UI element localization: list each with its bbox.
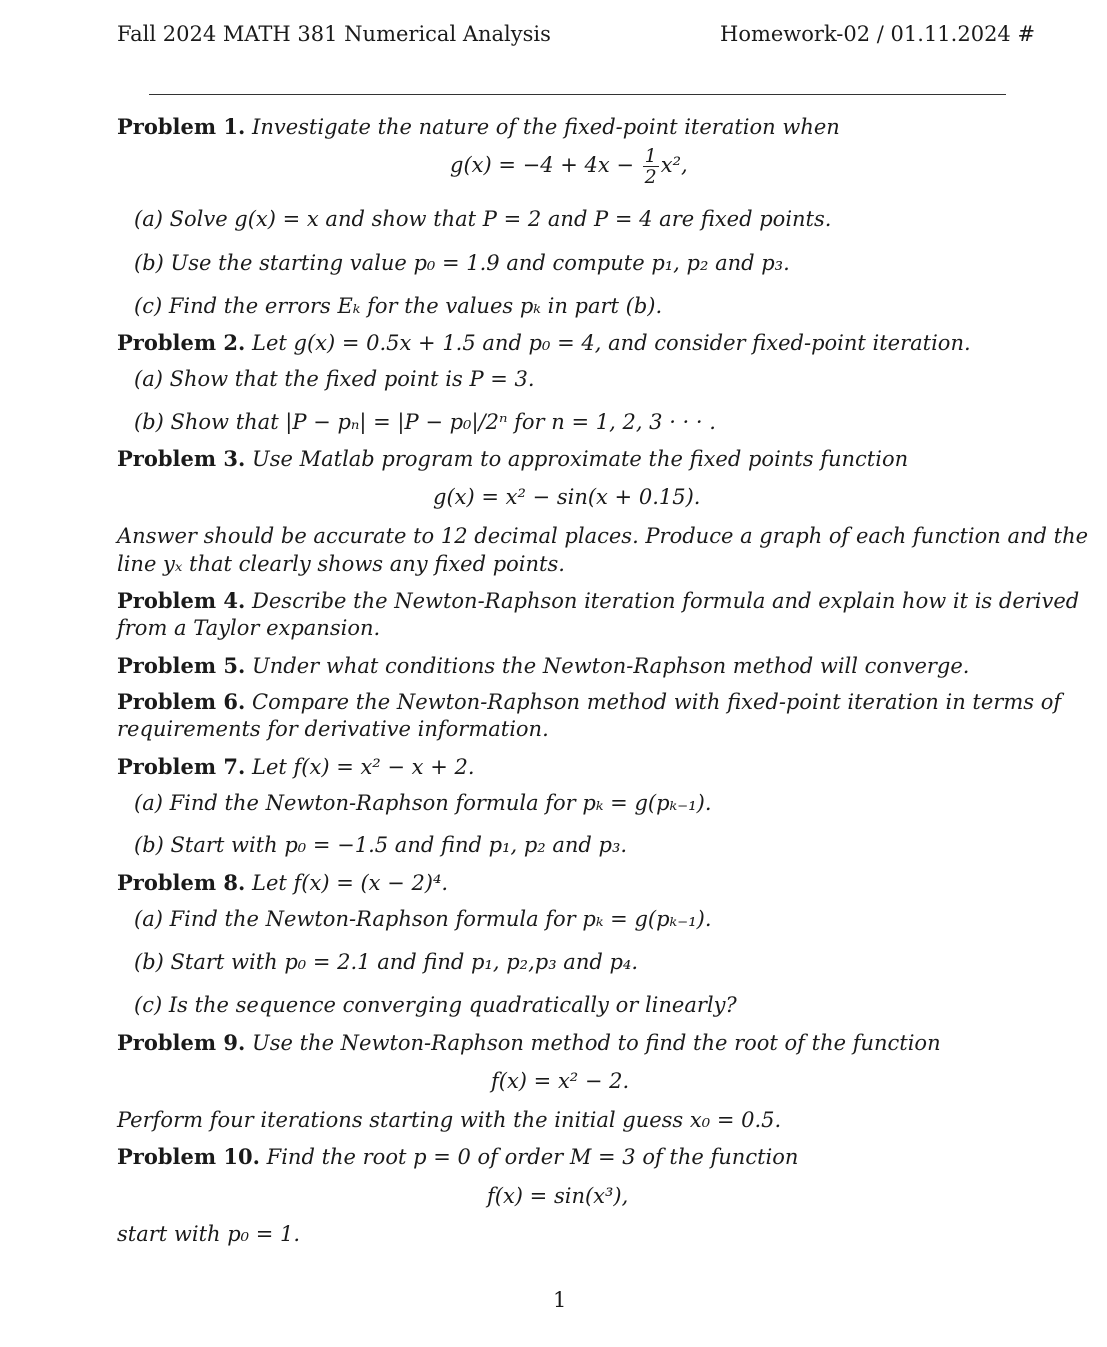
problem-6-text-2: requirements for derivative information. (117, 717, 549, 741)
header-rule (149, 94, 1006, 95)
problem-2: Problem 2. Let g(x) = 0.5x + 1.5 and p₀ = 4, and consider fixed-point iteration. (117, 330, 971, 355)
problem-3-text-1: Answer should be accurate to 12 decimal places. Produce a graph of each function and the (117, 524, 1089, 548)
problem-3: Problem 3. Use Matlab program to approximate the fixed points function (117, 446, 909, 471)
homework-label: Homework-02 / 01.11.2024 # (720, 22, 1036, 46)
problem-1-part-a: (a) Solve g(x) = x and show that P = 2 and P = 4 are fixed points. (134, 207, 832, 231)
problem-1: Problem 1. Investigate the nature of the fixed-point iteration when (117, 114, 840, 139)
fraction-half: $\frac{1}{2}$ (644, 145, 657, 188)
problem-4: Problem 4. Describe the Newton-Raphson iteration formula and explain how it is derived (117, 588, 1080, 613)
problem-9-text-1: Perform four iterations starting with the initial guess x₀ = 0.5. (117, 1108, 782, 1132)
problem-8-part-a: (a) Find the Newton-Raphson formula for pₖ = g(pₖ₋₁). (134, 907, 712, 931)
equation-3: g(x) = x² − sin(x + 0.15). (433, 485, 701, 509)
problem-8-part-b: (b) Start with p₀ = 2.1 and find p₁, p₂,p₃ and p₄. (134, 950, 639, 974)
problem-2-part-a: (a) Show that the fixed point is P = 3. (134, 367, 535, 391)
problem-7-part-b: (b) Start with p₀ = −1.5 and find p₁, p₂ and p₃. (134, 833, 628, 857)
problem-5: Problem 5. Under what conditions the Newton-Raphson method will converge. (117, 653, 970, 678)
course-title: Fall 2024 MATH 381 Numerical Analysis (117, 22, 551, 46)
problem-10: Problem 10. Find the root p = 0 of order M = 3 of the function (117, 1144, 799, 1169)
equation-1: g(x) = −4 + 4x − $\frac{1}{2}$ x², (450, 145, 688, 188)
problem-3-text-2: line yₓ that clearly shows any fixed points. (117, 552, 565, 576)
problem-7-part-a: (a) Find the Newton-Raphson formula for pₖ = g(pₖ₋₁). (134, 791, 712, 815)
problem-2-part-b: (b) Show that |P − pₙ| = |P − p₀|/2ⁿ for n = 1, 2, 3 · · · . (134, 410, 716, 434)
problem-7: Problem 7. Let f(x) = x² − x + 2. (117, 754, 475, 779)
problem-4-text-2: from a Taylor expansion. (117, 616, 381, 640)
page-number: 1 (553, 1288, 567, 1312)
problem-1-part-b: (b) Use the starting value p₀ = 1.9 and compute p₁, p₂ and p₃. (134, 251, 790, 275)
equation-9: f(x) = x² − 2. (491, 1069, 630, 1093)
problem-8: Problem 8. Let f(x) = (x − 2)⁴. (117, 870, 449, 895)
problem-10-text-1: start with p₀ = 1. (117, 1222, 301, 1246)
problem-1-part-c: (c) Find the errors Eₖ for the values pₖ in part (b). (134, 294, 663, 318)
problem-6: Problem 6. Compare the Newton-Raphson method with fixed-point iteration in terms of (117, 689, 1062, 714)
equation-10: f(x) = sin(x³), (487, 1184, 629, 1208)
problem-9: Problem 9. Use the Newton-Raphson method to find the root of the function (117, 1030, 941, 1055)
problem-8-part-c: (c) Is the sequence converging quadratically or linearly? (134, 993, 737, 1017)
